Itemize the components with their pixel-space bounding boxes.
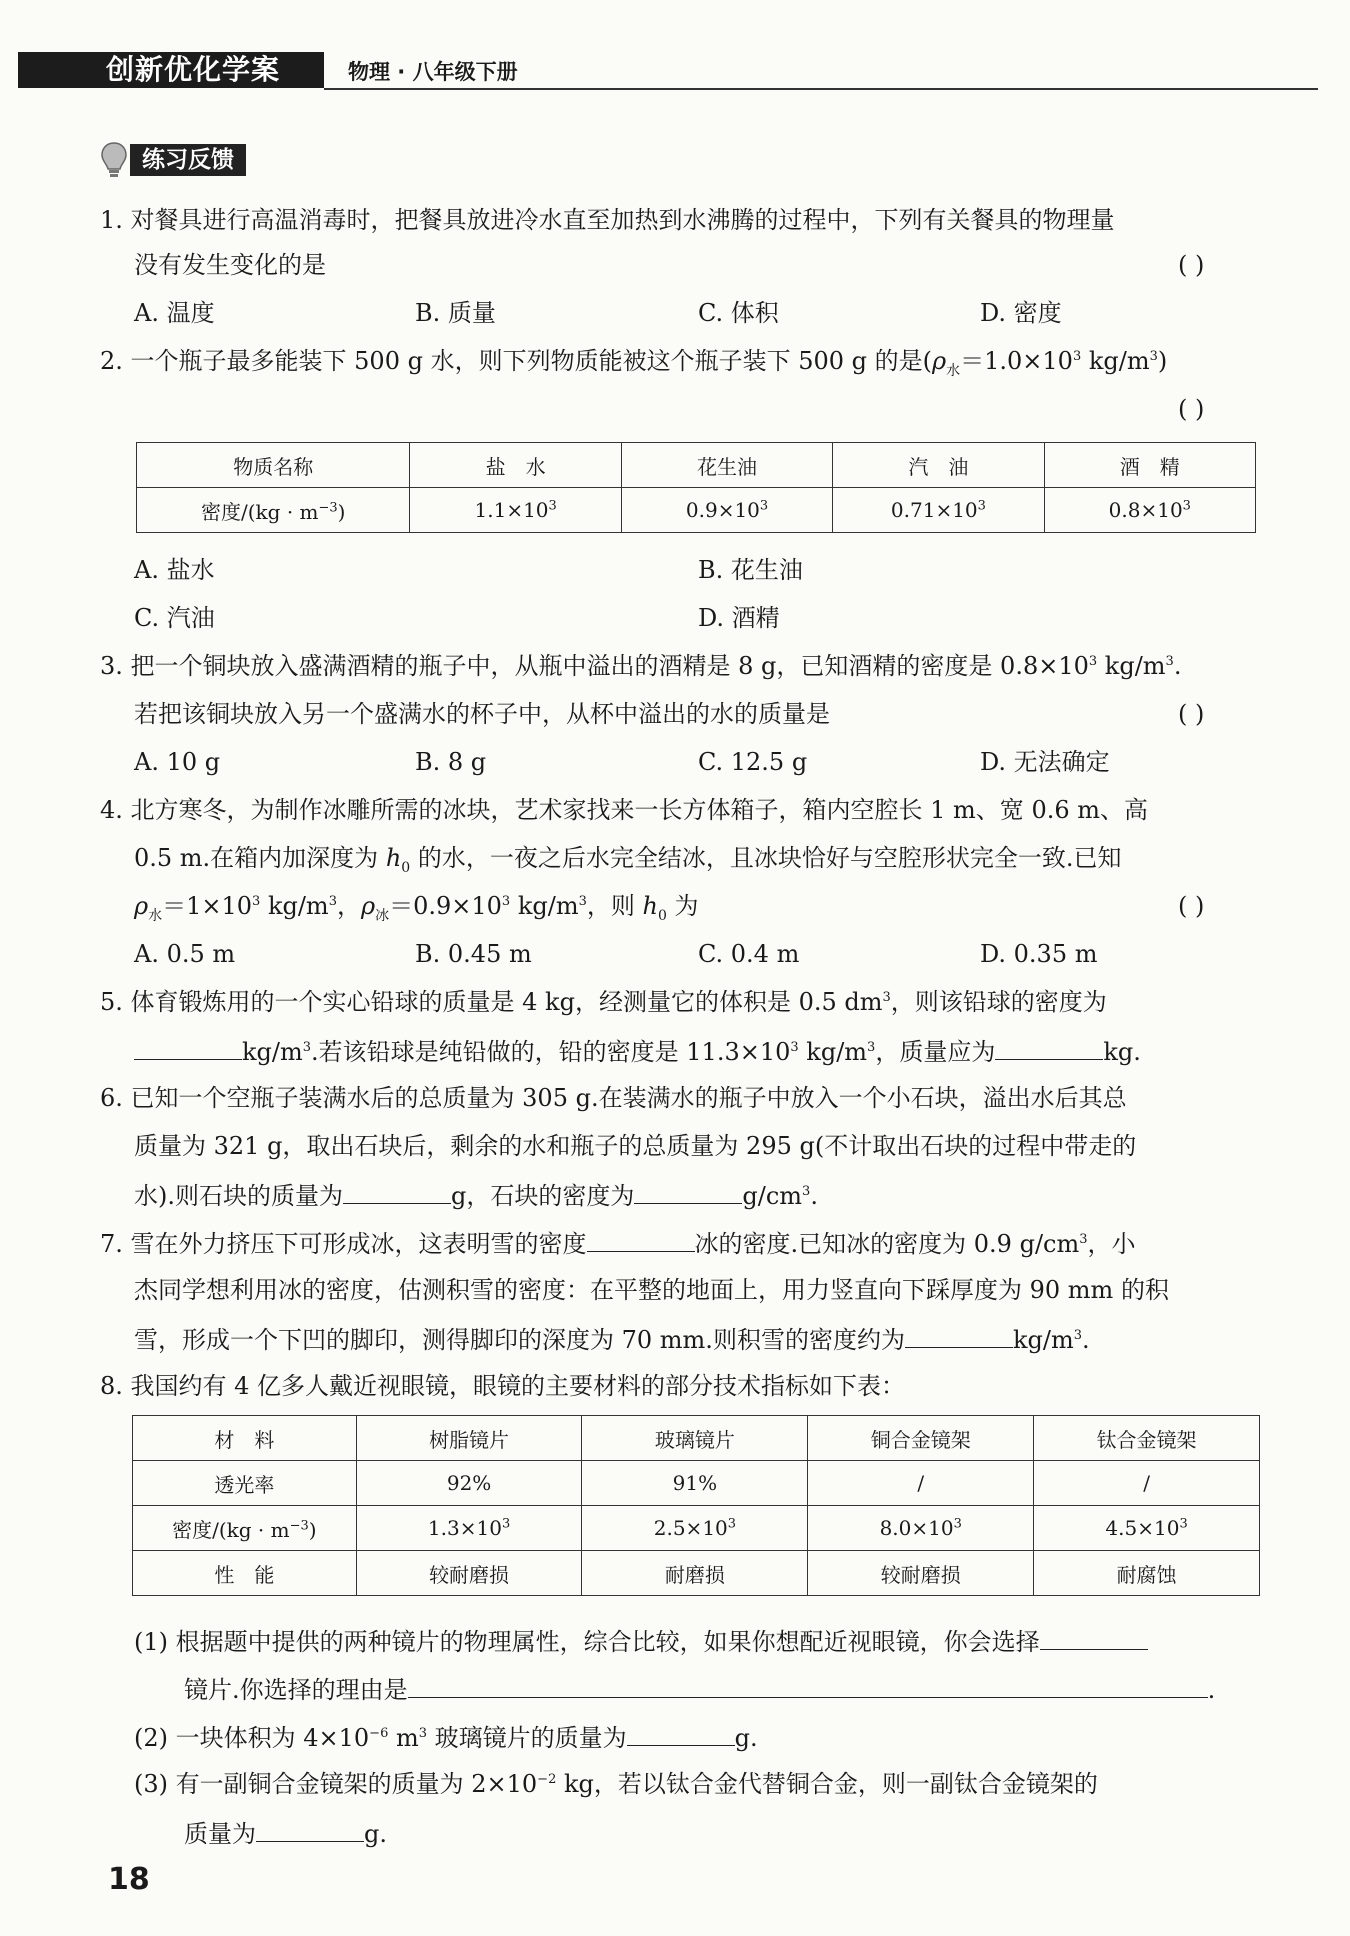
q8-materials-table bbox=[132, 1415, 1260, 1596]
q3-option-b: B. 8 g bbox=[415, 748, 487, 776]
table-cell: 铜合金镜架 bbox=[808, 1416, 1034, 1461]
table-cell: 物质名称 bbox=[137, 443, 410, 488]
table-cell: 耐腐蚀 bbox=[1034, 1551, 1260, 1596]
lightbulb-icon bbox=[100, 140, 128, 178]
q6-line2: 质量为 321 g，取出石块后，剩余的水和瓶子的总质量为 295 g(不计取出石块的过程中带走的 bbox=[134, 1132, 1137, 1160]
q8-sub3-line2: 质量为 g. bbox=[184, 1817, 387, 1849]
table-row bbox=[133, 1551, 1260, 1596]
q4-answer-paren: ( ) bbox=[1178, 892, 1205, 920]
q2-option-a: A. 盐水 bbox=[134, 556, 215, 584]
q4-option-c: C. 0.4 m bbox=[698, 940, 800, 968]
q8-blank-frame-mass[interactable] bbox=[256, 1817, 364, 1842]
table-cell: 盐 水 bbox=[410, 443, 621, 488]
q1-option-d: D. 密度 bbox=[980, 299, 1062, 327]
table-cell: $0.9\times 10^3$ bbox=[621, 488, 832, 533]
table-cell: 较耐磨损 bbox=[356, 1551, 582, 1596]
table-cell: 透光率 bbox=[133, 1461, 357, 1506]
table-cell: $4.5\times 10^3$ bbox=[1034, 1506, 1260, 1551]
table-row bbox=[133, 1506, 1260, 1551]
page-number: 18 bbox=[108, 1862, 150, 1897]
table-cell: 酒 精 bbox=[1044, 443, 1255, 488]
q1-answer-paren: ( ) bbox=[1178, 251, 1205, 279]
q2-option-b: B. 花生油 bbox=[698, 556, 803, 584]
table-cell: $1.3\times 10^3$ bbox=[356, 1506, 582, 1551]
table-cell: 材 料 bbox=[133, 1416, 357, 1461]
q6-line3: 水).则石块的质量为 g，石块的密度为 $g/cm^3$. bbox=[134, 1179, 818, 1211]
table-cell: / bbox=[808, 1461, 1034, 1506]
table-cell: 玻璃镜片 bbox=[582, 1416, 808, 1461]
q5-blank-mass[interactable] bbox=[995, 1035, 1103, 1060]
q8-blank-reason[interactable] bbox=[408, 1673, 1208, 1698]
q6-blank-mass[interactable] bbox=[343, 1179, 451, 1204]
table-row bbox=[137, 488, 1256, 533]
table-cell: $8.0\times 10^3$ bbox=[808, 1506, 1034, 1551]
q4-option-b: B. 0.45 m bbox=[415, 940, 532, 968]
q1-line1: 1. 对餐具进行高温消毒时，把餐具放进冷水直至加热到水沸腾的过程中，下列有关餐具的物理量 bbox=[100, 206, 1115, 234]
q1-line2: 没有发生变化的是 bbox=[134, 251, 326, 279]
page-header bbox=[18, 50, 1318, 94]
table-cell: 密度$/(kg \cdot m^{-3})$ bbox=[133, 1506, 357, 1551]
subject-label: 物理 · 八年级下册 bbox=[348, 60, 518, 84]
q7-blank-density[interactable] bbox=[905, 1323, 1013, 1348]
q5-line2: $kg/m^3$.若该铅球是纯铅做的，铅的密度是 $11.3\times 10^3$ $kg/m^3$，质量应为 kg. bbox=[134, 1035, 1141, 1067]
q4-line3: $\rho_水=1\times 10^3$ $kg/m^3$，$\rho_冰=0.9\times 10^3$ $kg/m^3$，则 $h_0$ 为 bbox=[134, 892, 699, 924]
q6-line1: 6. 已知一个空瓶子装满水后的总质量为 305 g.在装满水的瓶子中放入一个小石块，溢出水后其总 bbox=[100, 1084, 1127, 1112]
q3-line2: 若把该铜块放入另一个盛满水的杯子中，从杯中溢出的水的质量是 bbox=[134, 700, 830, 728]
q6-blank-density[interactable] bbox=[634, 1179, 742, 1204]
q8-blank-lens-choice[interactable] bbox=[1040, 1625, 1148, 1650]
q5-blank-density[interactable] bbox=[134, 1035, 242, 1060]
q4-option-a: A. 0.5 m bbox=[134, 940, 236, 968]
table-cell: 耐磨损 bbox=[582, 1551, 808, 1596]
table-cell: 性 能 bbox=[133, 1551, 357, 1596]
q1-option-c: C. 体积 bbox=[698, 299, 779, 327]
q8-line1: 8. 我国约有 4 亿多人戴近视眼镜，眼镜的主要材料的部分技术指标如下表： bbox=[100, 1372, 906, 1400]
q3-option-a: A. 10 g bbox=[134, 748, 221, 776]
q3-option-c: C. 12.5 g bbox=[698, 748, 808, 776]
table-cell: 树脂镜片 bbox=[356, 1416, 582, 1461]
q8-sub3-line1: (3) 有一副铜合金镜架的质量为 $2\times 10^{-2}$ kg，若以钛合金代替铜合金，则一副钛合金镜架的 bbox=[134, 1770, 1098, 1798]
q1-option-b: B. 质量 bbox=[415, 299, 496, 327]
q3-answer-paren: ( ) bbox=[1178, 700, 1205, 728]
table-row bbox=[133, 1416, 1260, 1461]
q8-blank-glass-mass[interactable] bbox=[627, 1721, 735, 1746]
table-row bbox=[133, 1461, 1260, 1506]
q2-option-d: D. 酒精 bbox=[698, 604, 780, 632]
q4-option-d: D. 0.35 m bbox=[980, 940, 1098, 968]
q2-density-table bbox=[136, 442, 1256, 533]
table-cell: 91% bbox=[582, 1461, 808, 1506]
q3-line1: 3. 把一个铜块放入盛满酒精的瓶子中，从瓶中溢出的酒精是 8 g，已知酒精的密度是 $0.8\times 10^3$ $kg/m^3$. bbox=[100, 652, 1182, 680]
q4-line1: 4. 北方寒冬，为制作冰雕所需的冰块，艺术家找来一长方体箱子，箱内空腔长 1 m、宽 0.6 m、高 bbox=[100, 796, 1148, 824]
table-cell: 花生油 bbox=[621, 443, 832, 488]
table-cell: $0.71\times 10^3$ bbox=[833, 488, 1044, 533]
table-cell: 较耐磨损 bbox=[808, 1551, 1034, 1596]
header-rule bbox=[324, 88, 1318, 90]
table-cell: 汽 油 bbox=[833, 443, 1044, 488]
brand-logo: 创新优化学案 bbox=[18, 52, 324, 88]
table-row bbox=[137, 443, 1256, 488]
q2-option-c: C. 汽油 bbox=[134, 604, 215, 632]
section-title: 练习反馈 bbox=[130, 144, 246, 176]
q4-line2: 0.5 m.在箱内加深度为 $h_0$ 的水，一夜之后水完全结冰，且冰块恰好与空腔形状完全一致.已知 bbox=[134, 844, 1122, 876]
table-cell: $0.8\times 10^3$ bbox=[1044, 488, 1255, 533]
table-cell: / bbox=[1034, 1461, 1260, 1506]
table-cell: $1.1\times 10^3$ bbox=[410, 488, 621, 533]
q7-blank-compare[interactable] bbox=[587, 1227, 695, 1252]
q8-sub1-line2: 镜片.你选择的理由是 . bbox=[184, 1673, 1215, 1705]
q7-line3: 雪，形成一个下凹的脚印，测得脚印的深度为 70 mm.则积雪的密度约为 $kg/m^3$. bbox=[134, 1323, 1090, 1355]
table-cell: 密度$/(kg \cdot m^{-3})$ bbox=[137, 488, 410, 533]
table-cell: 92% bbox=[356, 1461, 582, 1506]
q5-line1: 5. 体育锻炼用的一个实心铅球的质量是 4 kg，经测量它的体积是 0.5 $dm^3$，则该铅球的密度为 bbox=[100, 988, 1107, 1016]
table-cell: $2.5\times 10^3$ bbox=[582, 1506, 808, 1551]
q7-line1: 7. 雪在外力挤压下可形成冰，这表明雪的密度 冰的密度.已知冰的密度为 0.9 $g/cm^3$，小 bbox=[100, 1227, 1136, 1259]
q8-sub1-line1: (1) 根据题中提供的两种镜片的物理属性，综合比较，如果你想配近视眼镜，你会选择 bbox=[134, 1625, 1148, 1657]
q2-line1: 2. 一个瓶子最多能装下 500 g 水，则下列物质能被这个瓶子装下 500 g 的是($\rho_水=1.0\times 10^3$ $kg/m^3$) bbox=[100, 347, 1168, 379]
q2-answer-paren: ( ) bbox=[1178, 395, 1205, 423]
q7-line2: 杰同学想利用冰的密度，估测积雪的密度：在平整的地面上，用力竖直向下踩厚度为 90 mm 的积 bbox=[134, 1276, 1169, 1304]
q8-sub2: (2) 一块体积为 $4\times 10^{-6}$ $m^3$ 玻璃镜片的质量为 g. bbox=[134, 1721, 758, 1753]
q3-option-d: D. 无法确定 bbox=[980, 748, 1110, 776]
table-cell: 钛合金镜架 bbox=[1034, 1416, 1260, 1461]
q1-option-a: A. 温度 bbox=[134, 299, 215, 327]
